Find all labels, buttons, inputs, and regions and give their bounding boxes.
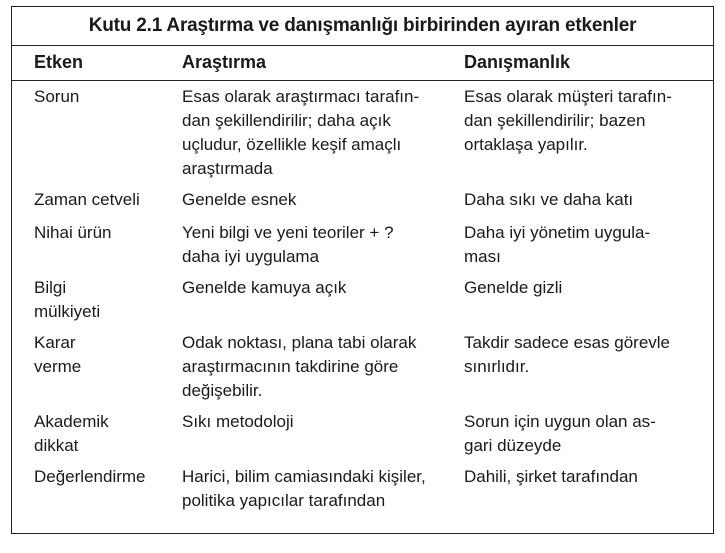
row-consulting: Genelde gizli [464,278,563,297]
header-consulting: Danışmanlık [464,52,571,72]
row-research: Harici, bilim camiasındaki kişiler, politika yapıcılar tarafından [182,467,426,510]
table-box [11,6,714,534]
row-research: Sıkı metodoloji [182,412,294,431]
title-rule [12,45,713,46]
row-consulting: Dahili, şirket tarafından [464,467,638,486]
row-consulting: Esas olarak müşteri tarafın- dan şekillendirilir; bazen ortaklaşa yapılır. [464,87,672,154]
row-research: Yeni bilgi ve yeni teoriler + ? daha iyi uygulama [182,223,394,266]
row-factor: Zaman cetveli [34,190,140,209]
row-consulting: Daha iyi yönetim uygula- ması [464,223,651,266]
row-research: Odak noktası, plana tabi olarak araştırmacının takdirine göre değişebilir. [182,333,417,400]
box-title: Kutu 2.1 Araştırma ve danışmanlığı birbirinden ayıran etkenler [88,15,637,36]
row-research: Genelde esnek [182,190,297,209]
row-consulting: Daha sıkı ve daha katı [464,190,634,209]
header-research: Araştırma [182,52,267,72]
row-factor: Akademik dikkat [34,412,109,455]
row-factor: Bilgi mülkiyeti [34,278,101,321]
row-consulting: Takdir sadece esas görevle sınırlıdır. [464,333,671,376]
header-rule [12,80,713,81]
row-consulting: Sorun için uygun olan as- gari düzeyde [464,412,656,455]
row-factor: Karar verme [34,333,82,376]
row-factor: Sorun [34,87,80,106]
row-research: Genelde kamuya açık [182,278,347,297]
row-factor: Nihai ürün [34,223,112,242]
row-factor: Değerlendirme [34,467,146,486]
header-factor: Etken [34,52,84,72]
row-research: Esas olarak araştırmacı tarafın- dan şekillendirilir; daha açık uçludur, özellikle keşif amaçlı araştırmada [182,87,420,178]
